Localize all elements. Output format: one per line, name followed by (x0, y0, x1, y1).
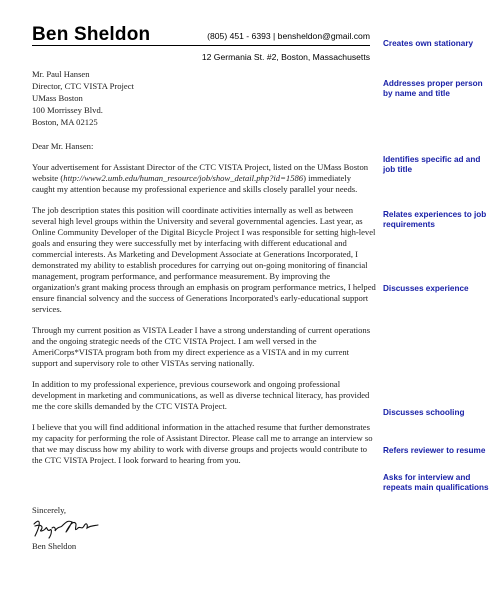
signature-name: Ben Sheldon (32, 541, 77, 551)
recipient-title: Director, CTC VISTA Project (32, 81, 134, 91)
annotation-stationary: Creates own stationary (383, 39, 474, 48)
paragraph-intro (32, 162, 376, 195)
letterhead-contact-address: 12 Germania St. #2, Boston, Massachusetts (201, 52, 370, 62)
handwritten-signature (32, 516, 102, 540)
letterhead-contact-phone-email: (805) 451 - 6393 | bensheldon@gmail.com (207, 31, 370, 41)
letterhead-name: Ben Sheldon (32, 24, 151, 45)
recipient-org: UMass Boston (32, 93, 83, 103)
annotation-schooling: Discusses schooling (383, 408, 465, 417)
recipient-street: 100 Morrissey Blvd. (32, 105, 103, 115)
recipient-city: Boston, MA 02125 (32, 117, 98, 127)
annotation-job-ad: Identifies specific ad and job title (383, 155, 481, 174)
paragraph-schooling: In addition to my professional experience, previous coursework and ongoing professional development in marketing and communications, as well as diverse technical literacy, has provided me the core skills demanded by the CTC VISTA Project. (32, 379, 370, 411)
paragraph-intro-text-b: ) immediately caught my attention because my professional experience and skills closely parallel your needs. (32, 173, 358, 194)
job-ad-link[interactable]: http://www2.umb.edu/human_resource/job/show_detail.php?id=1586 (63, 173, 304, 183)
recipient-name: Mr. Paul Hansen (32, 69, 90, 79)
annotation-resume: Refers reviewer to resume (383, 446, 486, 455)
recipient-address (32, 68, 376, 128)
salutation: Dear Mr. Hansen: (32, 141, 94, 151)
letterhead-divider (32, 45, 370, 46)
paragraph-experience: Through my current position as VISTA Leader I have a strong understanding of current operations and the ongoing strategic needs of the CTC VISTA Project. I am well versed in the AmeriCorps*VISTA program both from my direct experience as a VISTA and in my current support and supervisory role to other VISTAs serving nationally. (32, 325, 371, 368)
paragraph-closing: I believe that you will find additional information in the attached resume that further demonstrates my capacity for performing the role of Assistant Director. Please call me to arrange an interview so that we may discuss how my ability to work with diverse groups and projects would contribute to the CTC VISTA Project. I look forward to hearing from you. (32, 422, 373, 465)
annotation-requirements: Relates experiences to job requirements (383, 210, 487, 229)
annotation-interview: Asks for interview and repeats main qualifications (383, 473, 489, 492)
annotation-addressee: Addresses proper person by name and title (383, 79, 483, 98)
closing-phrase: Sincerely, (32, 505, 67, 515)
annotation-experience: Discusses experience (383, 284, 469, 293)
paragraph-intro-text-a: Your advertisement for Assistant Director of the CTC VISTA Project, listed on the UMass Boston website ( (32, 162, 369, 183)
paragraph-requirements: The job description states this position will coordinate activities internally as well as between several high level groups within the University and several governmental agencies. Last year, as Online Community Developer of the Digital Bicycle Project I was responsible for setting high-level goals and ensuring they were successfully met by interfacing with different educational and commercial interests. As Marketing and Development Associate at Generations Incorporated, I demonstrated my ability to establish procedures for carrying out on-going monitoring of financial management, program performance, and performance measurement. By improving the organization's grant making process through an emphasis on program performance metrics, I helped ensure financial solvency and the success of Generations Incorporated's early-educational support services. (32, 205, 376, 314)
letter-body (32, 68, 376, 476)
